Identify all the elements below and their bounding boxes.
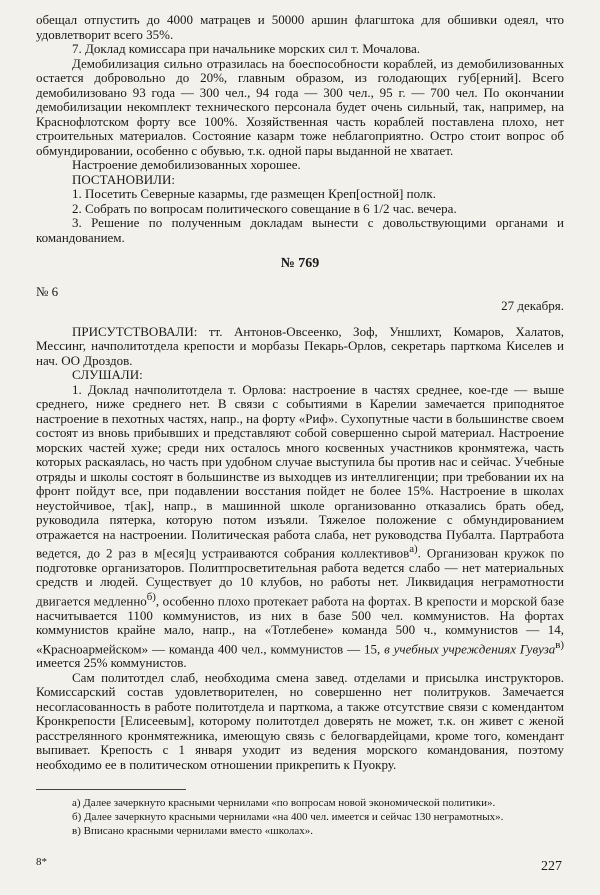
footnote-ref-c: в) (555, 638, 564, 651)
footnote-c: в) Вписано красными чернилами вместо «школах». (72, 825, 314, 837)
report-part-4: имеется 25% коммунистов. (36, 655, 187, 671)
demobilization-paragraph: Демобилизация сильно отразилась на боеспособности кораблей, из демобилизованных остается добровольно до 20%, главным образом, из голодающих губ[ерний]. Всего демобилизовано 93 года — 300 чел., 94 года — 300 чел., 95 г. — 700 чел. По окончании демобилизации некомплект технического персонала будет очень сильный, так, например, на Краснофлотском форту все 100%. Хозяйственная часть кораблей поставлена плохо, нет строительных материалов. Состояние казарм тоже неблагоприятно. Остро стоит вопрос об обмундировании, особенно с обувью, т.к. одной пары выданной не хватает. (36, 55, 564, 158)
report-part-2: . Организован кружок по подготовке организаторов. Политпросветительная работа ведется слабо — нет материальных средств и людей. Существует до 10 клубов, но работы нет. Ликвидация неграмотности двигается медленно (36, 545, 565, 609)
main-text (36, 13, 564, 772)
footnote-b: б) Далее зачеркнуто красными чернилами «на 400 чел. имеется и сейчас 130 неграмотных». (72, 811, 504, 823)
footnotes (36, 789, 564, 838)
page-number: 227 (541, 859, 562, 874)
heard-heading: СЛУШАЛИ: (72, 367, 143, 382)
document-number: № 769 (280, 256, 320, 271)
item-7-heading: 7. Доклад комиссара при начальнике морских сил т. Мочалова. (72, 41, 421, 56)
report-italic-insert: в учебных учреждениях Гувуза (384, 640, 556, 656)
mood-paragraph: Настроение демобилизованных хорошее. (72, 157, 301, 172)
footnote-ref-a: а) (409, 543, 418, 555)
footnote-ref-b: б) (146, 590, 156, 603)
report-part-1: 1. Доклад начполитотдела т. Орлова: настроение в частях среднее, кое-где — выше среднего, ниже среднего нет. В связи с событиями в Карелии замечается приподнятое настроение в пехотных частях, напр., на форту «Риф». Сухопутные части в большинстве своем состоят из вновь прибывших и представляют собой совершенно сырой материал. Настроение морских частей хуже; среди них осталось много косвенных участников кронмятежа, часть которых раскаялась, но часть при удобном случае выступила бы против нас и сейчас. Учебные отряды и школы состоят в большинстве из выходцев из интеллигенции; при требовании их на фронт пойдут все, при подавлении восстания пойдет не более 15%. Настроение в школах неустойчивое, т[ак], напр., в машинной школе организованно отказались брать обед, руководила пятерка, которую потом изъяли. Тяжелое положение с обмундированием отражается на настроении. Политическая работа слаба, нет руководства Пубалта. Партработа ведется, до 2 раз в м[еся]ц устраиваются собрания коллективов (36, 381, 564, 561)
report-paragraph (36, 383, 564, 671)
report-part-3: , особенно плохо протекает работа на фортах. В крепости и морской базе насчитывается 1100 коммунистов, из них в базе 500 чел. коммунистов. На фортах коммунистов крайне мало, напр., на «Тотлебене» команда 500 ч., коммунистов — 14, «Красноармейском» — команда 400 чел., коммунистов — 15, (36, 593, 564, 656)
document-date: 27 декабря. (501, 298, 564, 313)
present-list: ПРИСУТСТВОВАЛИ: тт. Антонов-Овсеенко, Зоф, Уншлихт, Комаров, Халатов, Мессинг, начполитотдела крепости и морбазы Пекарь-Орлов, секретарь парткома Киселев и нач. ОО Дроздов. (36, 323, 564, 368)
resolution-1: 1. Посетить Северные казармы, где размещен Креп[остной] полк. (72, 186, 436, 201)
signature-marker: 8* (36, 856, 47, 868)
resolution-3: 3. Решение по полученным докладам вынести с довольствующими органами и командованием. (36, 215, 564, 245)
paragraph-continuation: обещал отпустить до 4000 матрацев и 50000 аршин флагштока для обшивки одеял, что удовлетворит всего 35%. (36, 12, 564, 42)
resolution-2: 2. Собрать по вопросам политического совещание в 6 1/2 час. вечера. (72, 200, 457, 216)
footnote-a: а) Далее зачеркнуто красными чернилами «по вопросам новой экономической политики». (72, 797, 496, 809)
footnote-divider (36, 789, 186, 790)
final-paragraph: Сам политотдел слаб, необходима смена завед. отделами и присылка инструкторов. Комиссарский состав удовлетворителен, но совершенно нет политруков. Замечается несогласованность в работе политотдела и парткома, а также отсутствие связи с комендантом Кронкрепости [Елисеевым], которому политотдел доверять не может, т.к. он живет с женой расстрелянного кронмятежника, имеющую связь с белогвардейцами, кроме того, комендант выпивает. Крепость с 1 января уходит из ведения морского командования, поэтому необходимо ее в политическом отношении прикрепить к Пуокру. (36, 669, 564, 772)
resolved-heading: ПОСТАНОВИЛИ: (72, 171, 175, 187)
protocol-number: № 6 (36, 283, 59, 299)
